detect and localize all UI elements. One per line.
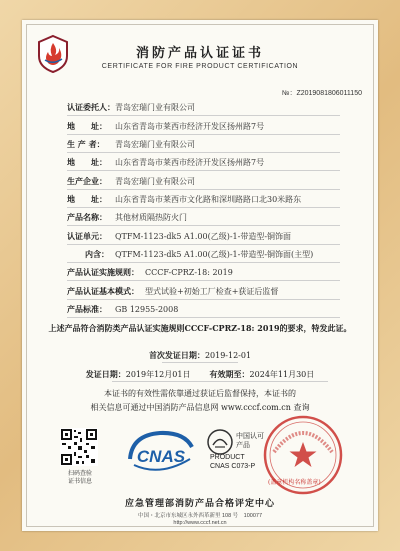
divider bbox=[67, 207, 340, 208]
divider bbox=[162, 362, 238, 363]
issue-label: 发证日期： bbox=[85, 369, 126, 379]
row-rule bbox=[67, 267, 233, 278]
row-factory bbox=[67, 176, 195, 187]
divider bbox=[67, 244, 340, 245]
client-address-label: 地 址： bbox=[67, 121, 107, 131]
row-producer bbox=[67, 139, 195, 150]
model-label: 认证单元： bbox=[67, 231, 107, 241]
accreditation-mark-icon bbox=[206, 428, 234, 456]
divider bbox=[67, 189, 340, 190]
first-issue-date bbox=[22, 350, 378, 361]
seal-caption: (盖章机构名称盖章) bbox=[268, 479, 321, 486]
accreditation-text-4: CNAS C073-P bbox=[210, 463, 256, 470]
row-factory-address bbox=[67, 194, 301, 205]
divider bbox=[112, 381, 328, 382]
divider bbox=[67, 262, 340, 263]
divider bbox=[67, 317, 340, 318]
standard-value: GB 12955-2008 bbox=[115, 305, 179, 314]
product-value: 其他材质隔热防火门 bbox=[115, 213, 187, 222]
divider bbox=[67, 152, 340, 153]
factory-address-label: 地 址： bbox=[67, 194, 107, 204]
issue-validity bbox=[22, 369, 378, 380]
row-client-address bbox=[67, 121, 264, 132]
issue-value: 2019年12月01日 bbox=[125, 370, 191, 379]
issuing-organization: 应急管理部消防产品合格评定中心 bbox=[124, 499, 275, 509]
standard-label: 产品标准： bbox=[67, 304, 107, 314]
qr-caption-1: 扫码查验 bbox=[67, 470, 92, 477]
client-address-value: 山东省青岛市莱西市经济开发区扬州路7号 bbox=[115, 122, 265, 131]
first-issue-label: 首次发证日期： bbox=[148, 350, 205, 360]
row-standard bbox=[67, 304, 178, 315]
row-producer-address bbox=[67, 157, 264, 168]
cnas-text: CNAS bbox=[136, 447, 186, 466]
factory-address-value: 山东省青岛市莱西市文化路和深圳路路口北30米路东 bbox=[115, 195, 302, 204]
divider bbox=[67, 299, 340, 300]
divider bbox=[67, 225, 340, 226]
factory-label: 生产企业： bbox=[67, 176, 107, 186]
divider bbox=[67, 115, 340, 116]
organization-address: 中国・北京市东城区永外西革新里 108 号 100077 bbox=[137, 513, 263, 519]
factory-value: 青岛宏瑞门业有限公司 bbox=[115, 177, 195, 186]
organization-website: http://www.cccf.net.cn bbox=[173, 520, 227, 526]
row-contains bbox=[85, 249, 313, 260]
title-chinese: 消防产品认证证书 bbox=[135, 46, 264, 61]
client-label: 认证委托人： bbox=[67, 102, 115, 112]
producer-address-value: 山东省青岛市莱西市经济开发区扬州路7号 bbox=[115, 158, 265, 167]
valid-value: 2024年11月30日 bbox=[249, 370, 315, 379]
title-english: CERTIFICATE FOR FIRE PRODUCT CERTIFICATION bbox=[101, 63, 299, 70]
mode-label: 产品认证基本模式： bbox=[67, 286, 139, 296]
producer-value: 青岛宏瑞门业有限公司 bbox=[115, 140, 195, 149]
certificate-number: №：Z2019081806011150 bbox=[281, 90, 362, 97]
row-client bbox=[67, 102, 195, 113]
divider bbox=[67, 280, 340, 281]
notice-line-2: 相关信息可通过中国消防产品信息网 www.cccf.com.cn 查询 bbox=[90, 403, 310, 412]
valid-label: 有效期至： bbox=[209, 369, 250, 379]
row-model bbox=[67, 231, 291, 242]
rule-value: CCCF-CPRZ-18: 2019 bbox=[145, 268, 233, 277]
accreditation-text-1: 中国认可 bbox=[236, 433, 264, 440]
product-label: 产品名称： bbox=[67, 212, 107, 222]
producer-address-label: 地 址： bbox=[67, 157, 107, 167]
accreditation-text-3: PRODUCT bbox=[210, 454, 245, 461]
row-product bbox=[67, 212, 187, 223]
rule-label: 产品认证实施规则： bbox=[67, 267, 139, 277]
producer-label: 生 产 者： bbox=[67, 139, 105, 149]
row-mode bbox=[67, 286, 278, 297]
cnas-logo-icon bbox=[122, 425, 200, 481]
accreditation-text-2: 产品 bbox=[236, 442, 250, 449]
contains-label: 内含： bbox=[85, 249, 109, 259]
model-value: QTFM-1123-dk5 A1.00(乙级)-1-带造型-铜饰面 bbox=[115, 232, 292, 241]
certificate bbox=[22, 20, 378, 531]
contains-value: QTFM-1123-dk5 A1.00(乙级)-1-带造型-铜饰面(主型) bbox=[115, 250, 314, 259]
notice-line-1: 本证书的有效性需依靠通过获证后监督保持，本证书的 bbox=[104, 389, 296, 398]
compliance-statement: 上述产品符合消防类产品认证实施规则CCCF-CPRZ-18: 2019的要求，特发此证。 bbox=[48, 323, 352, 333]
first-issue-value: 2019-12-01 bbox=[204, 351, 252, 360]
client-value: 青岛宏瑞门业有限公司 bbox=[115, 103, 195, 112]
divider bbox=[67, 170, 340, 171]
qr-caption-2: 证书信息 bbox=[67, 478, 92, 485]
mode-value: 型式试验+初始工厂检查+获证后监督 bbox=[145, 287, 279, 296]
divider bbox=[67, 134, 340, 135]
qr-code-icon bbox=[60, 428, 98, 466]
